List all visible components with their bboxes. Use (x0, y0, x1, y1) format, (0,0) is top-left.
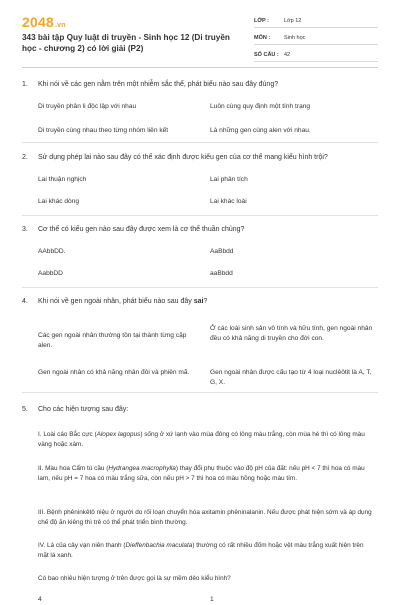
meta-value: 42 (284, 51, 291, 58)
option-b[interactable]: Luôn cùng quy định một tính trạng (210, 103, 311, 110)
question-divider (22, 215, 378, 216)
question-number: 5. (22, 406, 28, 413)
question-text-emphasis: sai (193, 298, 204, 305)
question-divider (22, 142, 378, 143)
option-d[interactable]: Gen ngoài nhân được cấu tạo từ 4 loại nuclêôtit là A, T, G, X. (210, 369, 372, 386)
statement-text: IV. Lá của cây vạn niên thanh ( (38, 542, 126, 549)
meta-label: MÔN : (254, 34, 271, 41)
option-c[interactable]: AabbDD (38, 270, 63, 277)
question-prompt: Có bao nhiêu hiện tượng ở trên được gọi là sự mềm dẻo kiểu hình? (38, 575, 231, 582)
question-number: 4. (22, 298, 28, 305)
meta-value: Sinh học (284, 34, 306, 41)
statement-text: I. Loài cáo Bắc cực ( (38, 431, 97, 438)
site-logo[interactable] (22, 14, 66, 30)
statement-4 (38, 541, 374, 560)
option-b[interactable]: AaBbdd (210, 248, 234, 255)
statement-1 (38, 430, 374, 449)
statement-text: III. Bệnh phêninkêtô niệu ở người do rối loạn chuyển hóa axitamin phêninalanin. Nếu được phát hiện sớm và áp dụng chế độ ăn kiêng thì trẻ có thể phát triển bình thường. (38, 509, 372, 526)
question-text (38, 297, 378, 306)
meta-row-count (254, 48, 378, 62)
question-1 (22, 80, 378, 134)
document-title: 343 bài tập Quy luật di truyền - Sinh học 12 (Di truyền học - chương 2) có lời giải (P2) (22, 33, 230, 53)
option-d[interactable]: Lai khác loài (210, 198, 247, 205)
question-4 (22, 297, 378, 386)
statement-text: ) thay đổi phụ thuộc vào độ pH của đất: nếu pH < 7 thì hoa có màu lam, nếu pH = 7 hoa có màu trắng sữa, còn nếu pH > 7 thì hoa có màu hồng hoặc màu tím. (38, 465, 365, 482)
species-name: Hydrangea macrophylla (108, 465, 176, 472)
option-c[interactable]: Di truyền cùng nhau theo từng nhóm liên kết (38, 127, 169, 134)
meta-label: LỚP : (254, 17, 269, 24)
option-a[interactable]: Lai thuận nghịch (38, 176, 87, 183)
question-5 (22, 405, 378, 603)
meta-value: Lớp 12 (284, 17, 302, 24)
question-number: 1. (22, 81, 28, 88)
question-divider (22, 392, 378, 393)
statement-text: ) thường có rất nhiều đốm hoặc vệt màu trắng xuất hiện trên mặt lá xanh. (38, 542, 364, 559)
question-text-end: ? (203, 298, 208, 305)
option-a[interactable]: 4 (38, 596, 42, 603)
option-b[interactable]: 1 (210, 596, 214, 603)
statement-2 (38, 464, 374, 483)
logo-suffix: .vn (54, 22, 66, 29)
question-number: 2. (22, 154, 28, 161)
meta-row-class (254, 14, 378, 28)
species-name: Dieffenbachia maculata (125, 542, 193, 549)
question-divider (22, 287, 378, 288)
option-a[interactable]: Di truyền phân li độc lập với nhau (38, 103, 137, 110)
question-text: Cơ thể có kiểu gen nào sau đây được xem là cơ thể thuần chủng? (38, 226, 245, 233)
option-a[interactable]: AAbbDD. (38, 248, 66, 255)
option-a[interactable]: Các gen ngoài nhân thường tồn tại thành từng cặp alen. (38, 332, 187, 349)
logo-text: 2048 (22, 14, 54, 30)
statement-3 (38, 508, 374, 527)
question-2 (22, 153, 378, 205)
option-b[interactable]: Lai phân tích (210, 176, 248, 183)
question-3 (22, 225, 378, 277)
option-d[interactable]: Là những gen cùng alen với nhau. (210, 127, 311, 134)
meta-info (254, 14, 378, 65)
statement-text: ) sống ở xứ lạnh vào mùa đông có lông màu trắng, còn mùa hè thì có lông màu vàng hoặc xám. (38, 431, 365, 448)
question-text: Cho các hiện tượng sau đây: (38, 406, 129, 413)
meta-row-subject (254, 31, 378, 45)
option-d[interactable]: aaBbdd (210, 270, 233, 277)
meta-label: SỐ CÂU : (254, 51, 279, 58)
option-c[interactable]: Gen ngoài nhân có khả năng nhân đôi và phiên mã. (38, 369, 190, 376)
option-c[interactable]: Lai khác dòng (38, 198, 80, 205)
header-divider (22, 67, 378, 68)
question-number: 3. (22, 226, 28, 233)
question-text: Khi nói về các gen nằm trên một nhiễm sắc thể, phát biểu nào sau đây đúng? (38, 81, 279, 88)
question-text: Sử dụng phép lai nào sau đây có thể xác định được kiểu gen của cơ thể mang kiểu hình trội? (38, 154, 328, 161)
species-name: Alopex lagopus (96, 431, 141, 438)
statement-text: II. Màu hoa Cẩm tú cầu ( (38, 465, 109, 472)
question-text-start: Khi nói về gen ngoài nhân, phát biểu nào sau đây (38, 298, 194, 305)
option-b[interactable]: Ở các loài sinh sản vô tính và hữu tính, gen ngoài nhân đều có khả năng di truyền cho đời con. (210, 325, 373, 342)
